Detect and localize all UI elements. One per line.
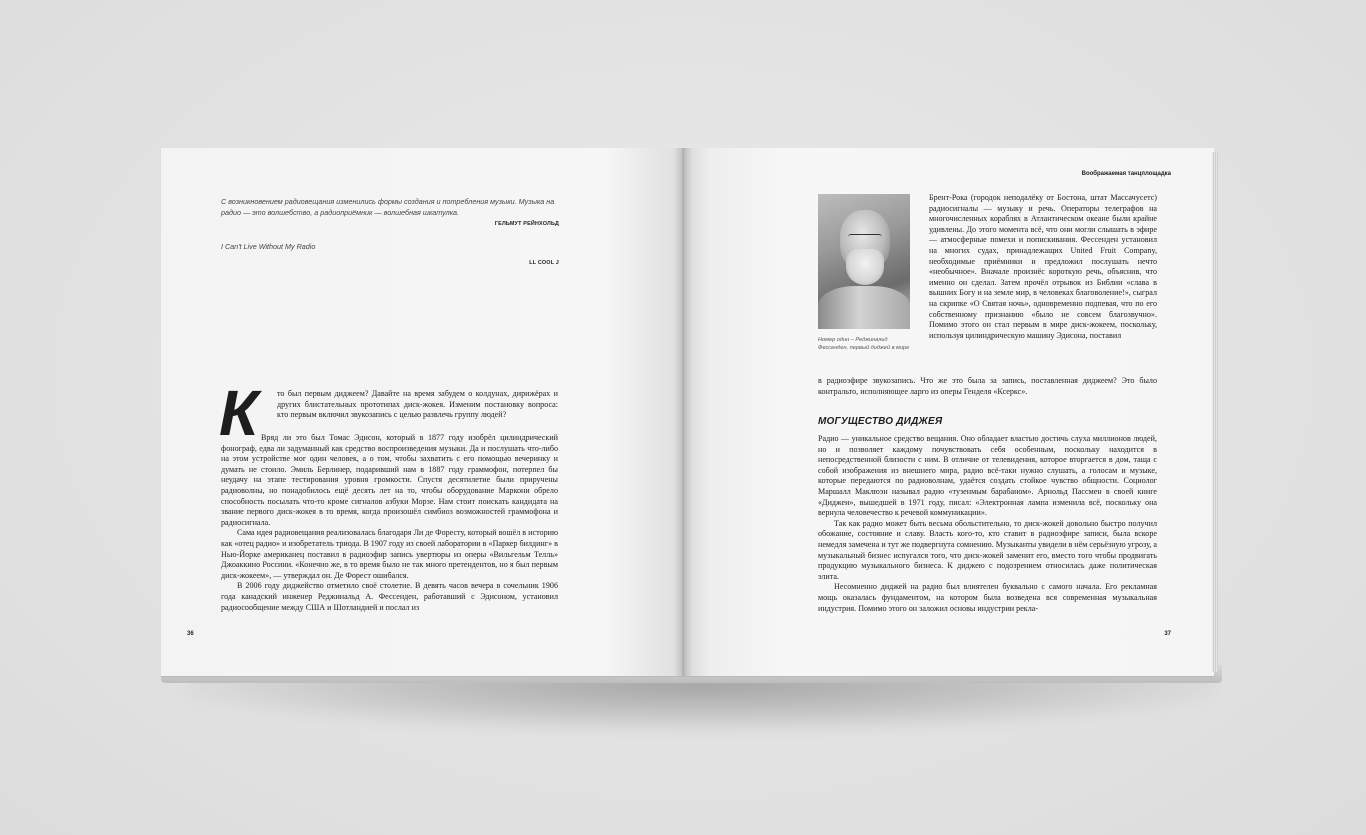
paragraph: Несомненно диджей на радио был влиятелен буквально с самого начала. Его рекламная мощь оказалась фундаментом, на котором была возведена вся современная музыкальная индустрия. Помимо этого он заложил основы индустрии рекла-: [818, 582, 1157, 613]
paragraph: Так как радио может быть весьма обольстительно, то диск-жокей довольно быстро получил обожание, состояние и славу. Власть кого-то, кто ставит в радиоэфире записи, была вскоре немедля замечена и тут же подвергнута сомнению. Музыканты увидели в нём серьёзную угрозу, а музыкальный бизнес испугался того, что диск-жокей заменит его, вместо того чтобы продвигать продукцию музыкального бизнеса. К диджею с подозрением относилась даже политическая элита.: [818, 518, 1158, 581]
paragraph: В 2006 году диджейство отметило своё столетие. В девять часов вечера в сочельник 1906 года канадский инженер Реджинальд А. Фессенден, работавший с Эдисоном, установил радиосообщение между США и Шотландией и послал из: [221, 581, 558, 612]
body-paragraph-1: [277, 389, 558, 421]
running-head: Воображаемая танцплощадка: [1081, 171, 1171, 177]
book-gutter: [674, 148, 692, 676]
body-column-left: [221, 433, 558, 613]
epigraph-quote-1: [221, 197, 559, 218]
paragraph: в радиоэфире звукозапись. Что же это была за запись, поставленная диджеем? Это было контральто, исполняющее ларго из оперы Генделя «Ксеркс».: [818, 376, 1157, 396]
epigraph-author-2: LL COOL J: [529, 260, 559, 266]
section-heading: МОГУЩЕСТВО ДИДЖЕЯ: [818, 416, 943, 427]
body-column-right-top: [929, 193, 1157, 341]
portrait-photo: [818, 194, 910, 329]
epigraph-text-2: I Can't Live Without My Radio: [221, 242, 316, 251]
paragraph: Радио — уникальное средство вещания. Оно обладает властью достичь слуха миллионов людей, но и позволяет каждому почувствовать себя особенным, поскольку находится в непосредственной близости с ним. В отличие от телевидения, которое вторгается в дом, таща с собой изображения из внешнего мира, радио всё-таки нужно слушать, а голосам и музыке, которые передаются по радиоволнам, удаётся создать стойкое чувство общности. Социолог Маршалл Маклюэн называл радио «тузенмым барабаном». Арнольд Пассмен в своей книге «Диджеи», вышедшей в 1971 году, писал: «Электронная лампа изменила всё, поскольку она вернула человечество к речевой коммуникации».: [818, 434, 1157, 518]
paragraph: Сама идея радиовещания реализовалась благодаря Ли де Форесту, который вошёл в историю как «отец радио» и изобретатель триода. В 1907 году из своей лаборатории в «Паркер билдинг» в Нью-Йорке американец поставил в радиоэфир запись увертюры из оперы «Вильгельм Телль» Джоаккино Россини. «Конечно же, в то время было не так много претендентов, но я был первым диск-жокеем», — утверждал он. Де Форест ошибался.: [221, 528, 558, 580]
page-number-left: 36: [187, 631, 194, 637]
paragraph: Брент-Рока (городок неподалёку от Бостона, штат Массачусетс) радиосигналы — музыку и речь. Операторы телеграфов на многочисленных кораблях в Атлантическом океане были крайне удивлены. До этого момента всё, что они могли слышать в эфире — атмосферные помехи и попискивания. Фессенден установил на многих судах, принадлежащих United Fruit Company, необходимые приёмники и предложил послушать нечто «необычное». Вначале произнёс короткую речь, объяснив, что именно он сделал. Затем прочёл отрывок из Библии «слава в вышних Богу и на земле мир, в человеках благоволение!», сыграл на скрипке «О Святая ночь», одновременно подпевая, что по его собственному признанию «было не совсем благозвучно». Помимо этого он стал первым в мире диск-жокеем, поскольку, используя цилиндрическую машину Эдисона, поставил: [929, 193, 1157, 340]
photo-caption: Номер один – Реджинальд Фессенден, первый диджей в мире: [818, 337, 910, 351]
left-page: [161, 148, 683, 676]
paragraph: Вряд ли это был Томас Эдисон, который в 1877 году изобрёл цилиндрический фонограф, едва ли задуманный как средство воспроизведения музыки. Да и послушать что-либо на этом устройстве мог один человек, а о том, чтобы захватить с его помощью вечеринку и думать не стоило. Эмиль Берлинер, подаривший нам в 1887 году граммофон, потерпел бы неудачу на этапе тестирования уровня громкости. Спустя десятилетие были приручены радиоволны, но понадобилось ещё десять лет на то, чтобы оборудование Маркони обрело способность посылать что-то кроме сигналов азбуки Морзе. Нам стоит поискать кандидата на звание первого диск-жокея в то время, когда произошёл симбиоз возможностей граммофона и радиосигнала.: [221, 433, 558, 527]
page-number-right: 37: [1164, 631, 1171, 637]
epigraph-text-1: С возникновением радиовещания изменились формы создания и потребления музыки. Музыка на радио — это волшебство, а радиоприёмник — волшебная шкатулка.: [221, 197, 555, 217]
epigraph-author-1: ГЕЛЬМУТ РЕЙНХОЛЬД: [494, 221, 559, 227]
body-paragraph-tail: [818, 376, 1157, 397]
drop-cap: К: [219, 377, 256, 449]
page-edge: [1212, 152, 1218, 672]
paragraph: то был первым диджеем? Давайте на время забудем о колдунах, дирижёрах и других блистательных прототипах диск-жокея. Изменим постановку вопроса: кто первым включил звукозапись с целью развлечь группу людей?: [277, 389, 558, 420]
body-column-right: [818, 434, 1157, 614]
right-page: [683, 148, 1214, 676]
